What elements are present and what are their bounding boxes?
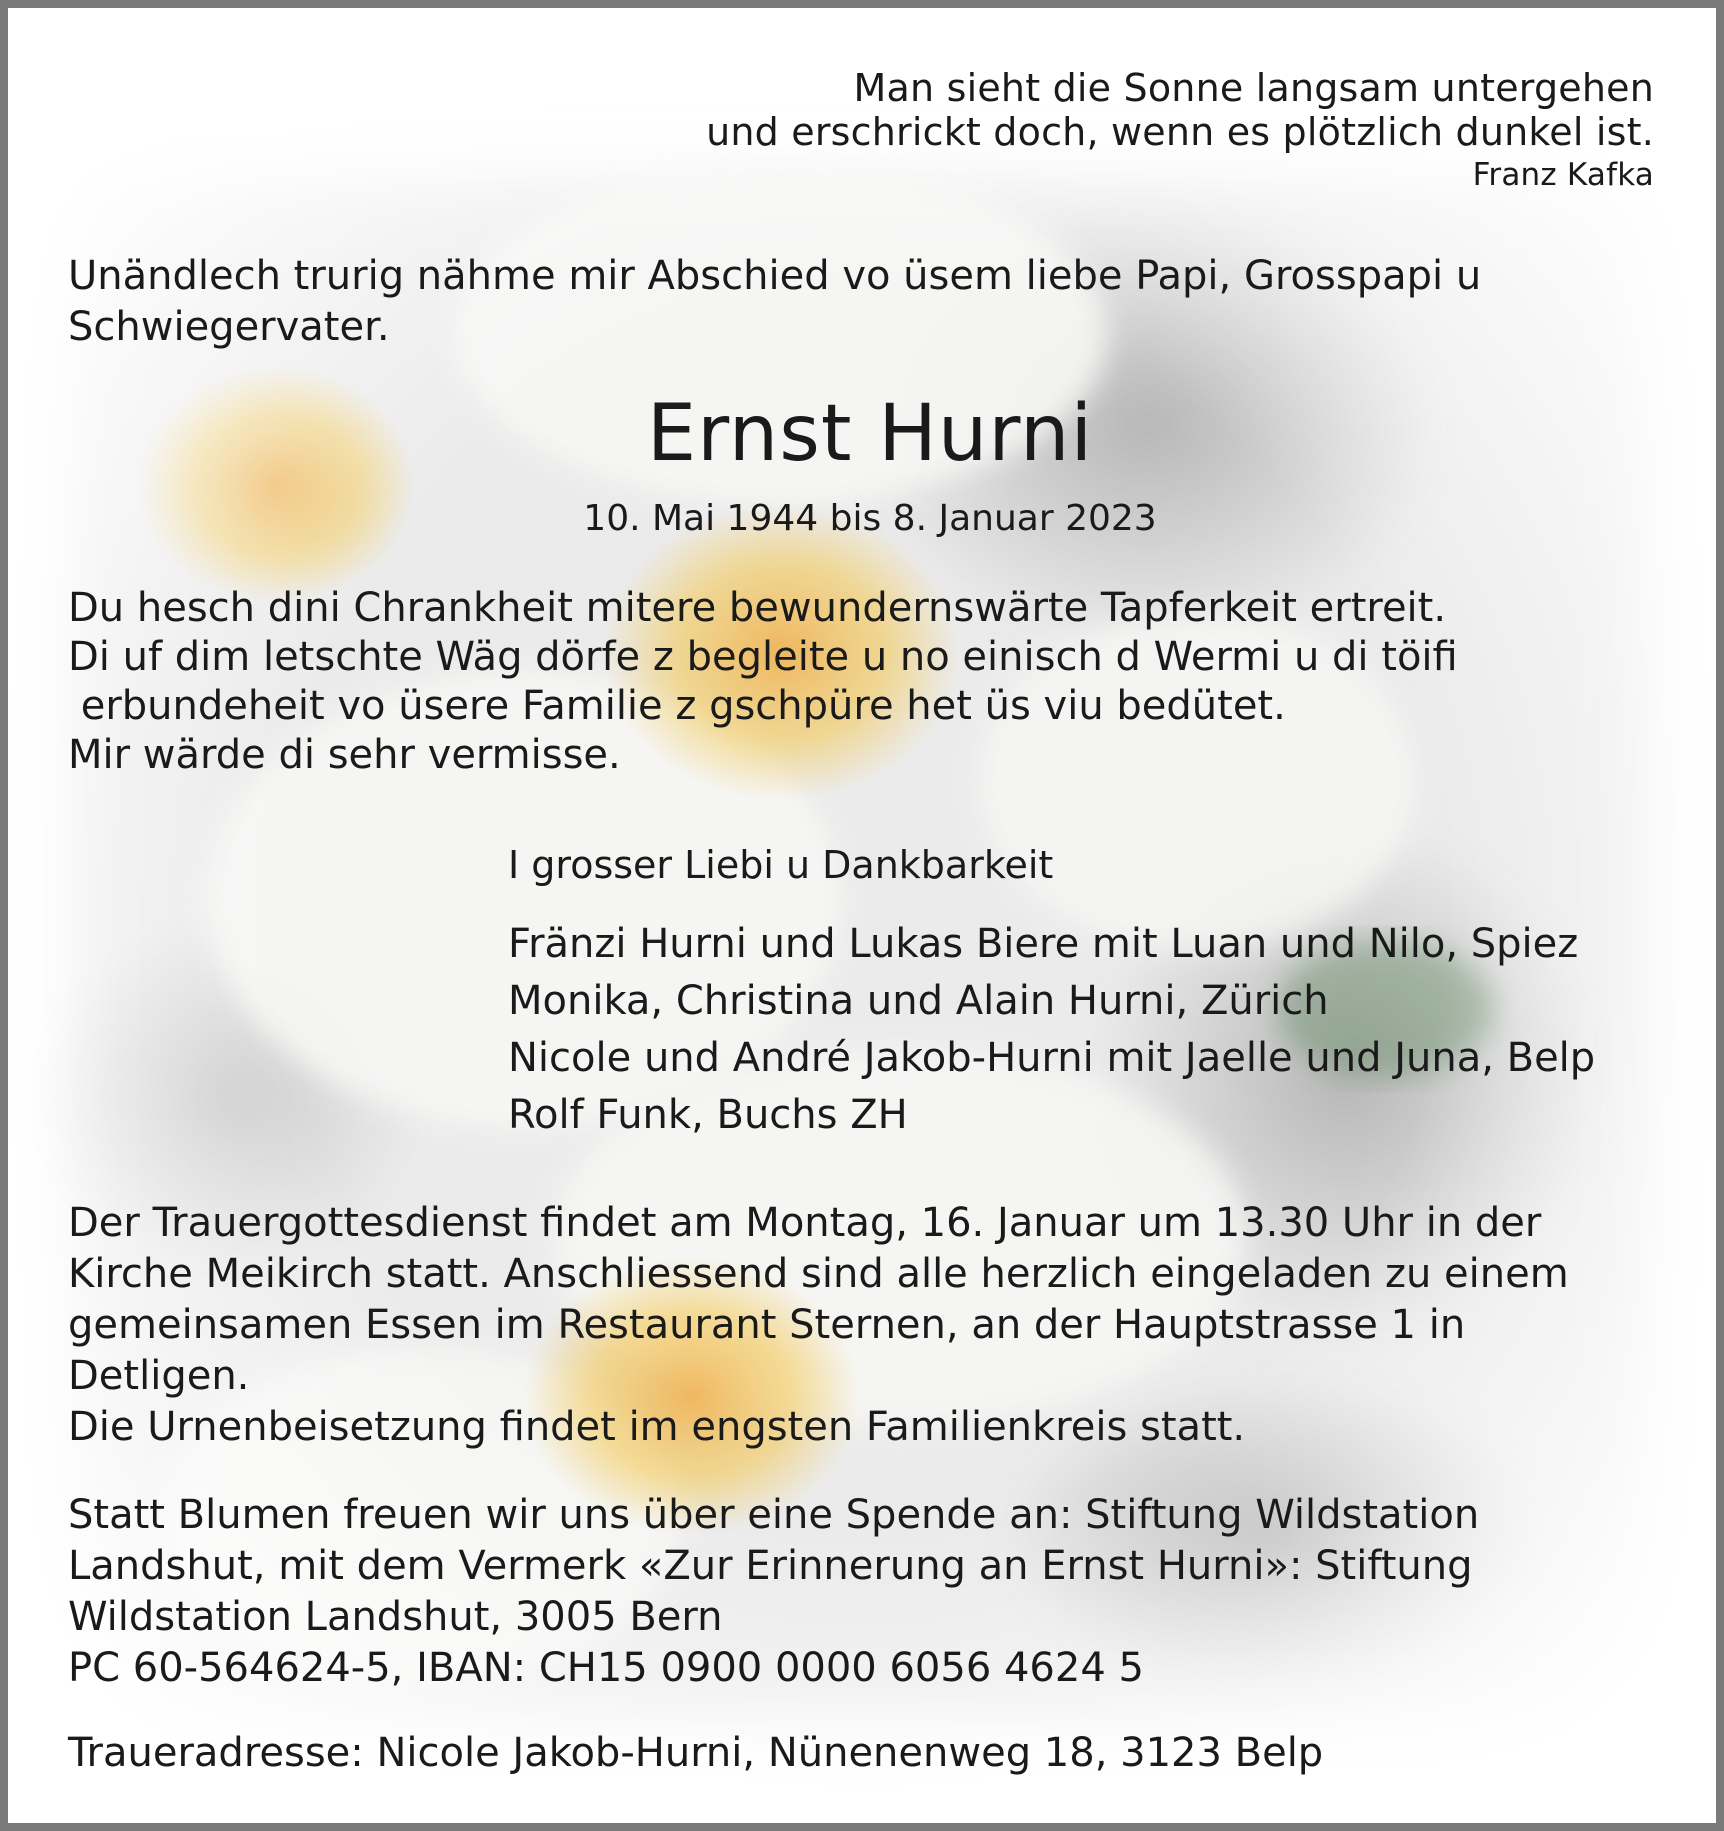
message-line: Du hesch dini Chrankheit mitere bewundernswärte Tapferkeit ertreit. bbox=[68, 585, 1447, 631]
family-member: Rolf Funk, Buchs ZH bbox=[508, 1092, 908, 1138]
mourning-address: Traueradresse: Nicole Jakob-Hurni, Nünenenweg 18, 3123 Belp bbox=[68, 1730, 1324, 1776]
intro-text: Unändlech trurig nähme mir Abschied vo üsem liebe Papi, Grosspapi u Schwiegervater. bbox=[68, 253, 1482, 350]
deceased-name bbox=[8, 386, 1724, 482]
donation-line: Statt Blumen freuen wir uns über eine Spende an: Stiftung Wildstation bbox=[68, 1492, 1480, 1538]
quote-line: Man sieht die Sonne langsam untergehen bbox=[853, 66, 1654, 110]
message-line: Di uf dim letschte Wäg dörfe z begleite u no einisch d Wermi u di töifi bbox=[68, 634, 1458, 680]
family-list bbox=[508, 916, 1708, 1144]
farewell-message bbox=[68, 584, 1628, 780]
service-line: Der Trauergottesdienst findet am Montag, 16. Januar um 13.30 Uhr in der bbox=[68, 1200, 1542, 1246]
donation-line: Landshut, mit dem Vermerk «Zur Erinnerung an Ernst Hurni»: Stiftung bbox=[68, 1543, 1473, 1589]
message-line: Mir wärde di sehr vermisse. bbox=[68, 732, 621, 778]
service-line: gemeinsamen Essen im Restaurant Sternen, an der Hauptstrasse 1 in bbox=[68, 1302, 1466, 1348]
service-line: Die Urnenbeisetzung findet im engsten Familienkreis statt. bbox=[68, 1404, 1246, 1450]
service-line: Detligen. bbox=[68, 1353, 250, 1399]
donation-line: Wildstation Landshut, 3005 Bern bbox=[68, 1594, 723, 1640]
deceased-name-text: Ernst Hurni bbox=[646, 389, 1094, 479]
service-info bbox=[68, 1198, 1628, 1453]
message-line: erbundeheit vo üsere Familie z gschpüre het üs viu bedütet. bbox=[68, 683, 1286, 729]
quote-author: Franz Kafka bbox=[1472, 157, 1654, 193]
family-member: Nicole und André Jakob-Hurni mit Jaelle und Juna, Belp bbox=[508, 1035, 1596, 1081]
donation-line: PC 60-564624-5, IBAN: CH15 0900 0000 6056 4624 5 bbox=[68, 1645, 1144, 1691]
quote-line: und erschrickt doch, wenn es plötzlich dunkel ist. bbox=[706, 110, 1654, 154]
epigraph-quote bbox=[554, 66, 1654, 196]
donation-info bbox=[68, 1490, 1628, 1694]
family-member: Monika, Christina und Alain Hurni, Zürich bbox=[508, 978, 1329, 1024]
service-line: Kirche Meikirch statt. Anschliessend sind alle herzlich eingeladen zu einem bbox=[68, 1251, 1569, 1297]
signoff-text: I grosser Liebi u Dankbarkeit bbox=[508, 843, 1054, 887]
family-member: Fränzi Hurni und Lukas Biere mit Luan und Nilo, Spiez bbox=[508, 921, 1579, 967]
life-dates: 10. Mai 1944 bis 8. Januar 2023 bbox=[583, 498, 1157, 539]
